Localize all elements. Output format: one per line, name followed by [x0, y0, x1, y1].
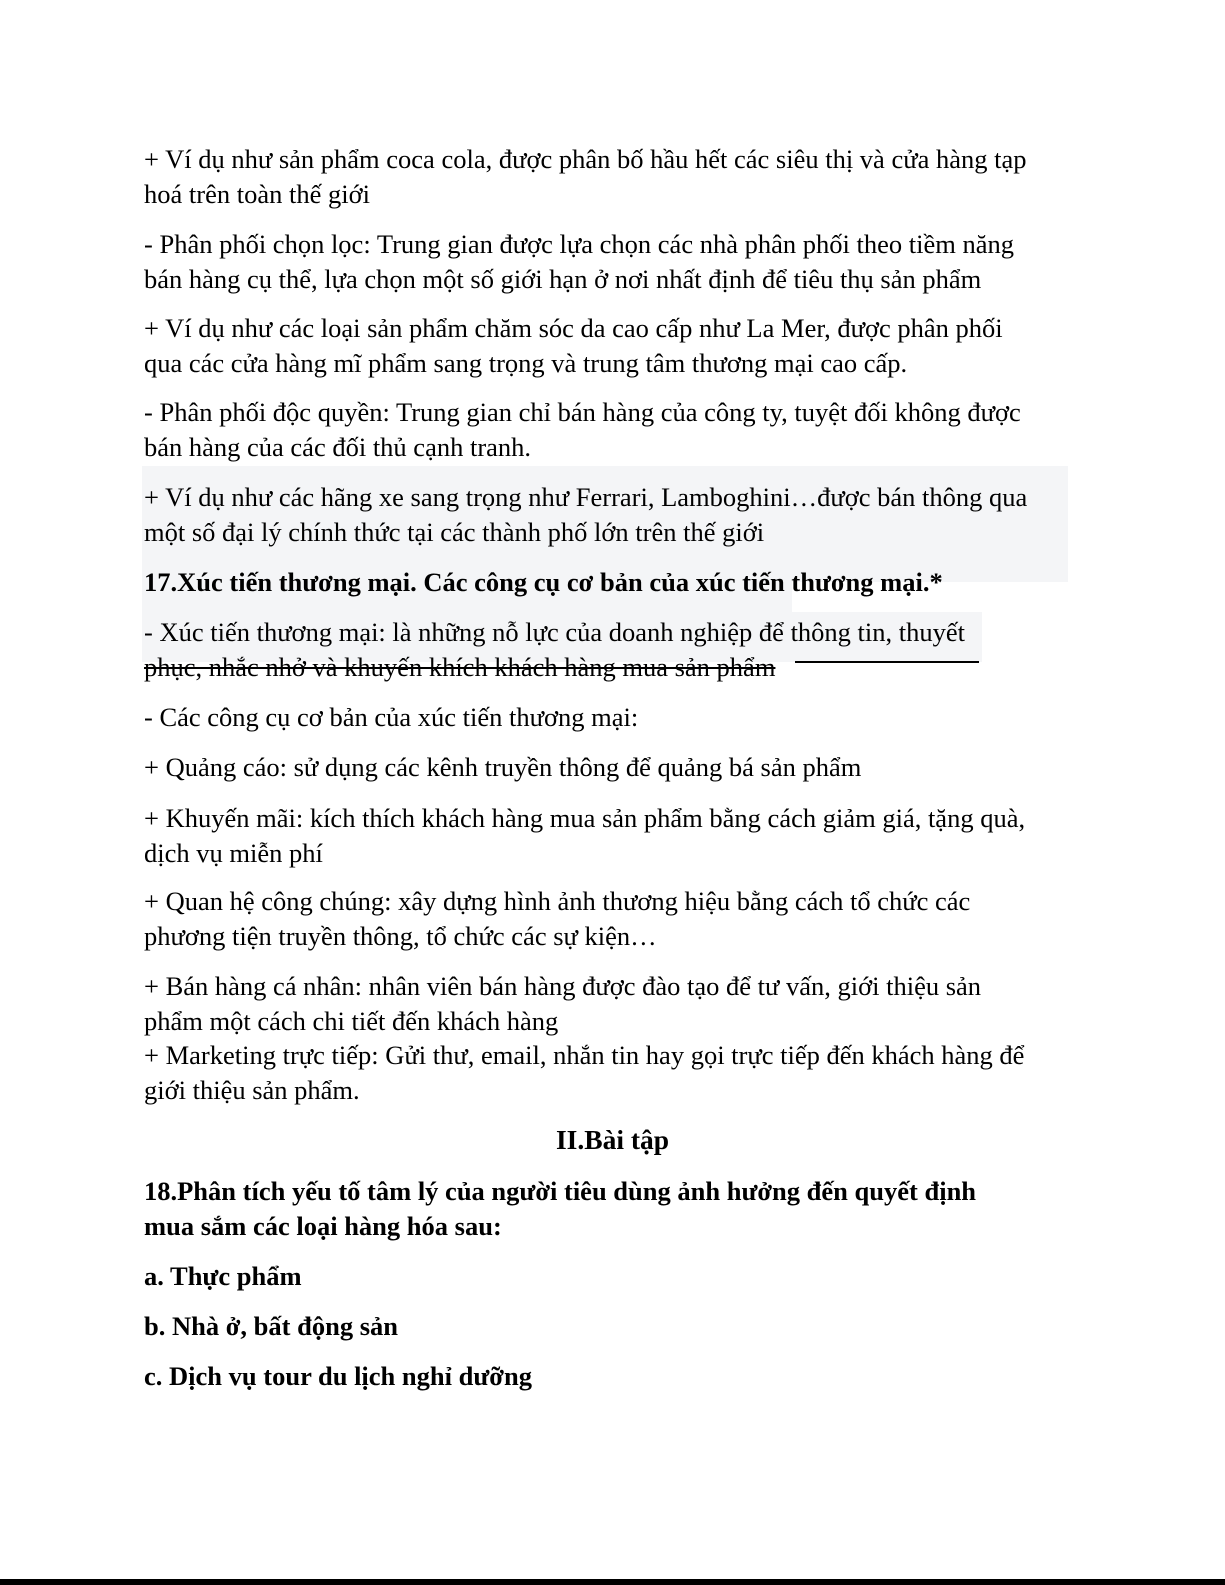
text-line: - Phân phối độc quyền: Trung gian chỉ bán hàng của công ty, tuyệt đối không được: [144, 397, 1021, 427]
text-line: b. Nhà ở, bất động sản: [144, 1311, 399, 1341]
section-heading: [144, 565, 1084, 600]
question-item: [144, 1309, 1084, 1344]
text-line: 18.Phân tích yếu tố tâm lý của người tiêu dùng ảnh hưởng đến quyết định: [144, 1176, 977, 1206]
title-text: II.Bài tập: [555, 1124, 670, 1155]
text-line: giới thiệu sản phẩm.: [144, 1074, 360, 1105]
text-line: + Bán hàng cá nhân: nhân viên bán hàng được đào tạo để tư vấn, giới thiệu sản: [144, 971, 982, 1001]
paragraph: [144, 884, 1084, 953]
paragraph: [144, 311, 1084, 380]
strikethrough-line: phục, nhắc nhở và khuyến khích khách hàng mua sản phẩm: [144, 651, 776, 682]
paragraph: [144, 142, 1084, 211]
paragraph: [144, 395, 1084, 464]
text-line: bán hàng cụ thể, lựa chọn một số giới hạn ở nơi nhất định để tiêu thụ sản phẩm: [144, 263, 982, 294]
question-item: [144, 1259, 1084, 1294]
paragraph: [144, 480, 1084, 549]
text-line: qua các cửa hàng mĩ phẩm sang trọng và trung tâm thương mại cao cấp.: [144, 347, 908, 378]
text-line: + Marketing trực tiếp: Gửi thư, email, nhắn tin hay gọi trực tiếp đến khách hàng để: [144, 1040, 1025, 1070]
text-line: một số đại lý chính thức tại các thành phố lớn trên thế giới: [144, 516, 765, 547]
text-line: + Ví dụ như các hãng xe sang trọng như Ferrari, Lamboghini…được bán thông qua: [144, 482, 1028, 512]
paragraph: [144, 750, 1084, 785]
paragraph: [144, 700, 1084, 735]
text-line: + Khuyến mãi: kích thích khách hàng mua sản phẩm bằng cách giảm giá, tặng quà,: [144, 803, 1026, 833]
text-line: hoá trên toàn thế giới: [144, 178, 370, 209]
text-line: - Các công cụ cơ bản của xúc tiến thương mại:: [144, 702, 639, 732]
paragraph: [144, 801, 1084, 870]
strike-rule: [795, 661, 979, 663]
page-bottom-border: [0, 1579, 1225, 1585]
paragraph: [144, 227, 1084, 296]
text-line: + Quan hệ công chúng: xây dựng hình ảnh thương hiệu bằng cách tổ chức các: [144, 886, 971, 916]
text-line: + Ví dụ như sản phẩm coca cola, được phân bố hầu hết các siêu thị và cửa hàng tạp: [144, 144, 1027, 174]
text-line: - Phân phối chọn lọc: Trung gian được lựa chọn các nhà phân phối theo tiềm năng: [144, 229, 1014, 259]
text-line: bán hàng của các đối thủ cạnh tranh.: [144, 431, 532, 462]
question-item: [144, 1359, 1084, 1394]
text-line: + Quảng cáo: sử dụng các kênh truyền thông để quảng bá sản phẩm: [144, 752, 862, 782]
text-line: c. Dịch vụ tour du lịch nghỉ dưỡng: [144, 1361, 532, 1391]
section-title: [0, 1123, 1225, 1158]
paragraph: [144, 969, 1084, 1038]
question-heading: [144, 1174, 1084, 1243]
paragraph: [144, 1038, 1084, 1107]
text-line: a. Thực phẩm: [144, 1261, 302, 1291]
paragraph: [144, 615, 1084, 684]
text-line: dịch vụ miễn phí: [144, 837, 323, 868]
text-line: phương tiện truyền thông, tổ chức các sự kiện…: [144, 920, 657, 951]
heading-text: 17.Xúc tiến thương mại. Các công cụ cơ bản của xúc tiến thương mại.*: [144, 567, 943, 597]
text-line: phẩm một cách chi tiết đến khách hàng: [144, 1005, 559, 1036]
text-line: mua sắm các loại hàng hóa sau:: [144, 1210, 502, 1241]
text-line: + Ví dụ như các loại sản phẩm chăm sóc da cao cấp như La Mer, được phân phối: [144, 313, 1003, 343]
text-line: - Xúc tiến thương mại: là những nỗ lực của doanh nghiệp để thông tin, thuyết: [144, 617, 966, 647]
